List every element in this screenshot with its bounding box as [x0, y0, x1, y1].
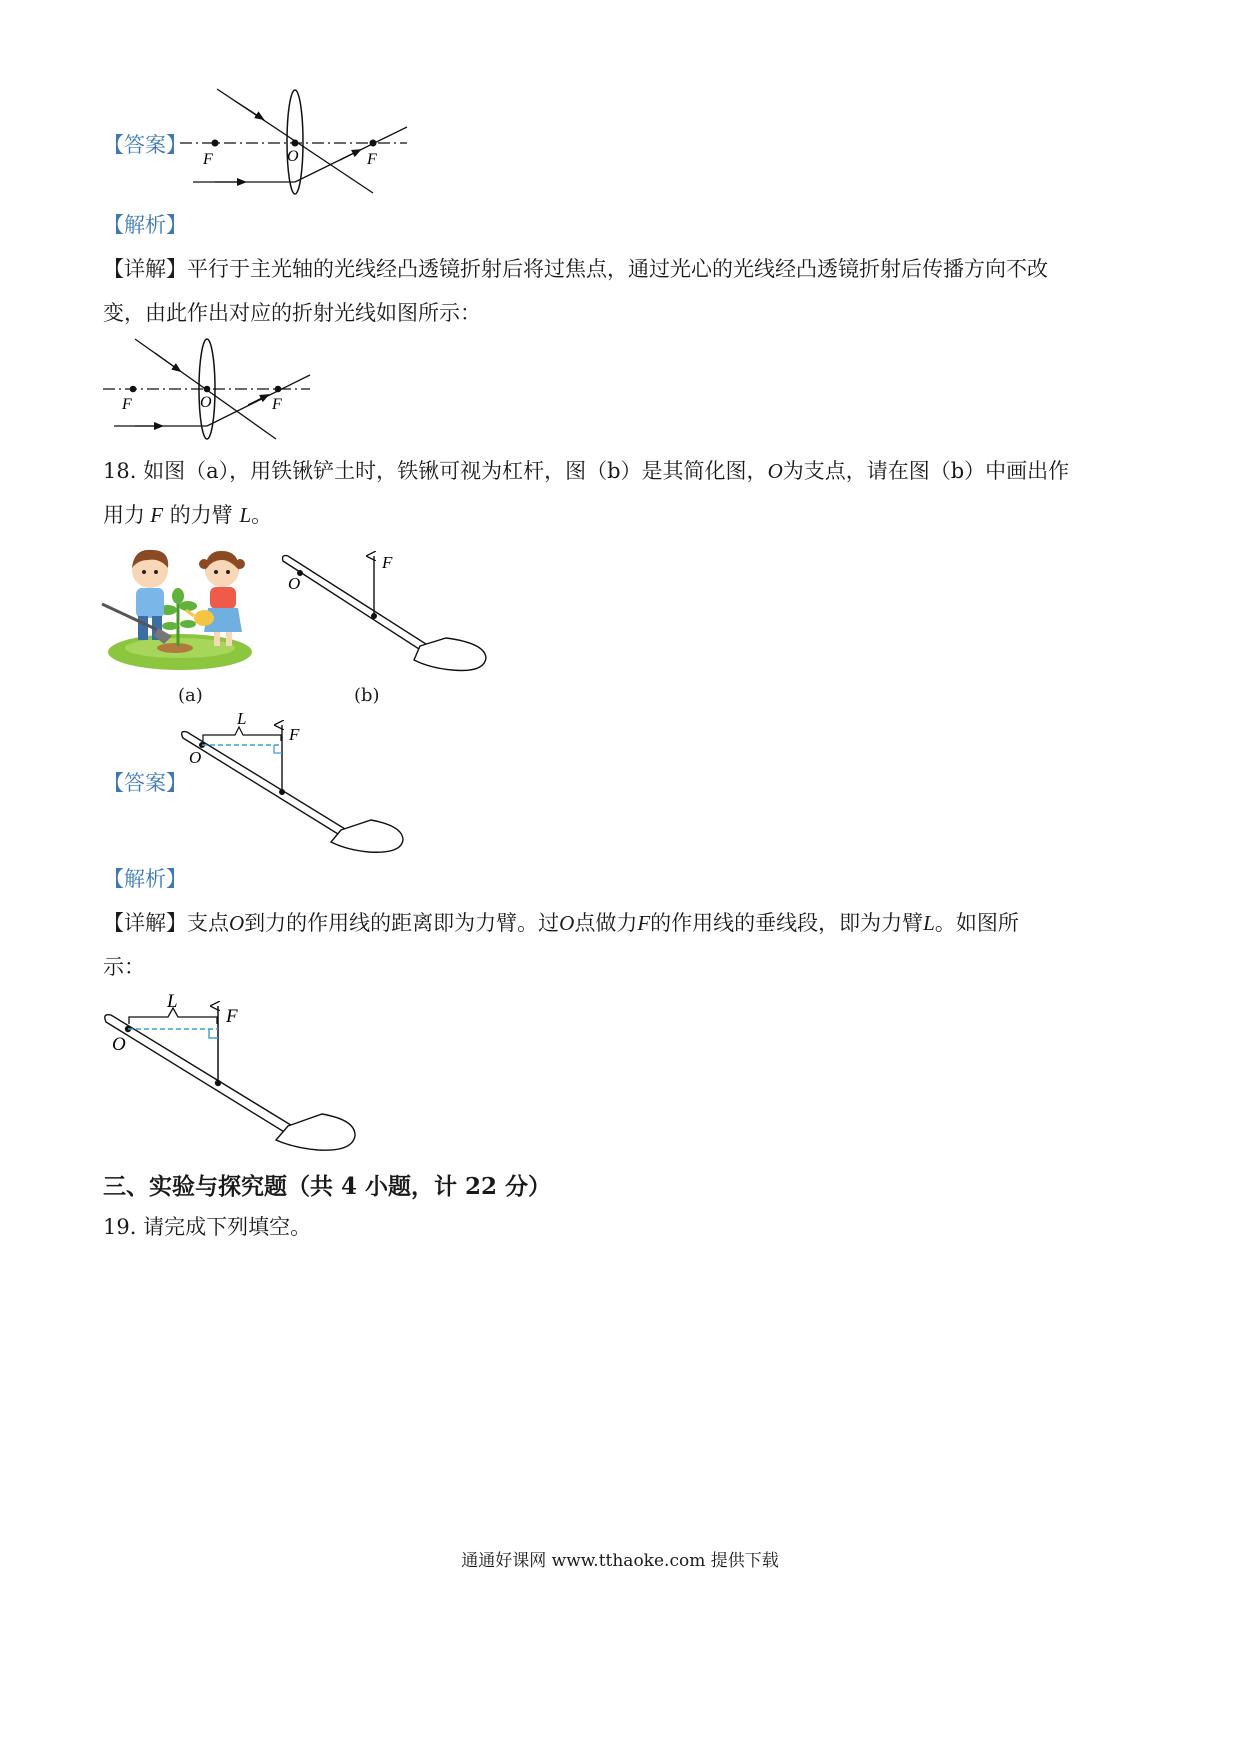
- lens-detail-figure: [100, 335, 315, 445]
- detail-line-1: 【详解】平行于主光轴的光线经凸透镜折射后将过焦点，通过光心的光线经凸透镜折射后传播方向不改: [103, 257, 1048, 281]
- shovel-figure-b: [280, 548, 495, 678]
- q19-stem: 19. 请完成下列填空。: [103, 1215, 312, 1239]
- answer-tag: 【答案】: [103, 771, 187, 795]
- arm-label: L: [167, 991, 178, 1012]
- answer-tag: 【答案】: [103, 133, 187, 157]
- pivot-label: O: [189, 748, 202, 767]
- shovel-answer-figure: [175, 708, 410, 858]
- analysis-tag: 【解析】: [103, 213, 187, 237]
- pivot-label: O: [112, 1034, 126, 1055]
- caption-b: (b): [354, 685, 380, 706]
- detail-tag: 【详解】: [103, 257, 187, 281]
- lens-answer-figure: [175, 85, 415, 200]
- detail-line-1: 【详解】支点O到力的作用线的距离即为力臂。过O点做力F的作用线的垂线段，即为力臂L。如图所: [103, 911, 1019, 935]
- q18-stem-line-2: 用力 F 的力臂 L。: [103, 503, 273, 527]
- focus-label-left: F: [122, 396, 132, 413]
- arm-label: L: [237, 709, 247, 728]
- q18-stem-line-1: 18. 如图（a），用铁锹铲土时，铁锹可视为杠杆，图（b）是其简化图，O为支点，请在图（b）中画出作: [103, 459, 1070, 483]
- kids-gardening-illustration: [100, 540, 260, 675]
- pivot-label: O: [288, 574, 301, 593]
- center-label: O: [200, 394, 212, 411]
- focus-label-right: F: [272, 396, 282, 413]
- force-label: F: [382, 553, 393, 572]
- focus-label-left: F: [203, 151, 213, 168]
- focus-label-right: F: [367, 151, 377, 168]
- force-label: F: [226, 1006, 238, 1027]
- detail-line-2: 变，由此作出对应的折射光线如图所示：: [103, 301, 481, 325]
- detail-tag: 【详解】: [103, 911, 187, 935]
- footer-text: 通通好课网 www.tthaoke.com 提供下载: [461, 1551, 779, 1571]
- caption-a: (a): [178, 685, 203, 706]
- section-title: 三、实验与探究题（共 4 小题，计 22 分）: [103, 1173, 552, 1200]
- center-label: O: [287, 148, 299, 165]
- shovel-detail-figure: [100, 990, 360, 1155]
- detail-line-2: 示：: [103, 955, 145, 979]
- force-label: F: [289, 725, 300, 744]
- analysis-tag: 【解析】: [103, 867, 187, 891]
